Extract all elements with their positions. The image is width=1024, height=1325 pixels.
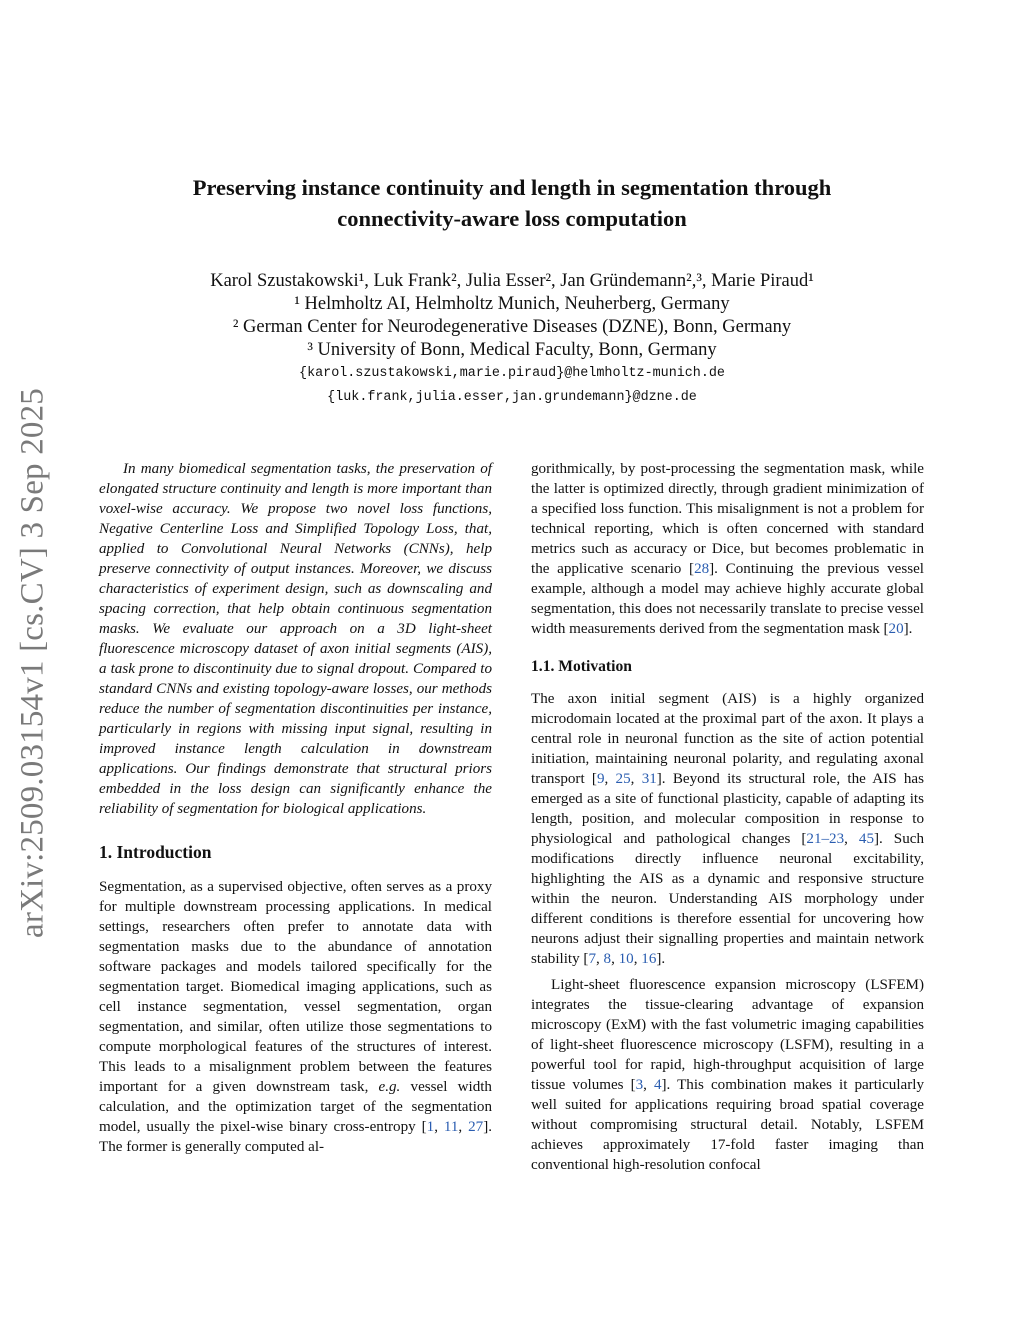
- motivation-paragraph-2: Light-sheet fluorescence expansion microscopy (LSFEM) integrates the tissue-clearing advantage of expansion microscopy (ExM) with the fast volumetric imaging capabilities of light-sheet fluorescence microscopy (LSFM), resulting in a powerful tool for rapid, high-throughput acquisition of large tissue volumes [3, 4]. This combination makes it particularly well suited for applications requiring broad spatial coverage without compromising structural detail. Notably, LSFEM achieves approximately 17-fold faster imaging than conventional high-resolution confocal: [531, 977, 925, 1173]
- citation-link[interactable]: 20: [888, 621, 904, 637]
- affiliation-2: ² German Center for Neurodegenerative Diseases (DZNE), Bonn, Germany: [232, 317, 792, 337]
- citation-link[interactable]: 31: [641, 771, 657, 787]
- citation-link[interactable]: 25: [615, 771, 631, 787]
- arxiv-sidebar: [8, 380, 58, 946]
- body-text: gorithmically, by post-processing the segmentation mask, while the latter is optimized directly, through gradient minimization of a specified loss function. This misalignment is not a problem for technical reporting, which is often concerned with standard metrics such as accuracy or Dice, but becomes problematic in the applicative scenario [: [531, 461, 924, 577]
- body-text: Light-sheet fluorescence expansion microscopy (LSFEM) integrates the tissue-clearing advantage of expansion microscopy (ExM) with the fast volumetric imaging capabilities of light-sheet fluorescence microscopy (LSFM), resulting in a powerful tool for rapid, high-throughput acquisition of large tissue volumes [: [531, 977, 924, 1093]
- citation-link[interactable]: 45: [858, 831, 874, 847]
- section-heading-introduction: 1. Introduction: [99, 842, 212, 862]
- citation-link[interactable]: 11: [443, 1119, 459, 1135]
- affiliation-1: ¹ Helmholtz AI, Helmholtz Munich, Neuherberg, Germany: [294, 294, 730, 314]
- body-text: ].: [656, 951, 666, 967]
- citation-link[interactable]: 16: [641, 951, 657, 967]
- citation-link[interactable]: 28: [694, 561, 710, 577]
- affiliation-3: ³ University of Bonn, Medical Faculty, Bonn, Germany: [307, 340, 717, 360]
- left-column: [99, 459, 492, 1157]
- citation-link[interactable]: 21–23: [806, 831, 845, 847]
- intro-continued-paragraph: [531, 459, 924, 639]
- title-line-2: connectivity-aware loss computation: [337, 206, 687, 231]
- intro-paragraph: Segmentation, as a supervised objective, often serves as a proxy for multiple downstream processing applications. In medical settings, researchers often prefer to annotate data with segmentation masks due to the abundance of annotation software packages and models tailored specifically for the segmentation target. Biomedical imaging applications, such as cell instance segmentation, vessel segmentation, organ segmentation, and similar, often utilize those segmentations to compute morphological features of the structures of interest. This leads to a misalignment problem between the features important for a given downstream task, e.g. vessel width calculation, and the optimization target of the segmentation model, usually the pixel-wise binary cross-entropy [1, 11, 27]. The former is generally computed al-: [99, 879, 493, 1155]
- citation-link[interactable]: 4: [653, 1077, 662, 1093]
- body-text: ]. Such modifications directly influence neuronal excitability, highlighting the AIS as a dynamic and responsive structure within the neuron. Understanding AIS morphology under different conditions is therefore essential for uncovering how neurons adjust their signalling properties and maintain network stability [: [531, 831, 924, 967]
- author-list: Karol Szustakowski¹, Luk Frank², Julia Esser², Jan Gründemann²,³, Marie Piraud¹: [210, 271, 814, 291]
- paper-title: [100, 172, 924, 234]
- body-text: ]. This combination makes it particularly well suited for applications requiring broad spatial coverage without compromising structural detail. Notably, LSFEM achieves approximately 17-fold faster imaging than conventional high-resolution confocal: [531, 1077, 925, 1173]
- email-line-2: {luk.frank,julia.esser,jan.grundemann}@dzne.de: [327, 390, 697, 405]
- body-text: ]. Beyond its structural role, the AIS has emerged as a site of functional plasticity, capable of adapting its length, position, and molecular composition in response to physiological and pathological changes [: [531, 771, 924, 847]
- intro-text-a: Segmentation, as a supervised objective, often serves as a proxy for multiple downstream processing applications. In medical settings, researchers often prefer to annotate data with segmentation masks due to the abundance of annotation software packages and models tailored specifically for the segmentation target. Biomedical imaging applications, such as cell instance segmentation, vessel segmentation, organ segmentation, and similar, often utilize those segmentations to compute morphological features of the structures of interest. This leads to a misalignment problem between the features important for a given downstream task,: [99, 879, 492, 1095]
- body-text: The axon initial segment (AIS) is a highly organized microdomain located at the proximal part of the axon. It plays a central role in neuronal function as the site of action potential initiation, maintaining neuronal polarity, and regulating axonal transport [: [531, 691, 924, 787]
- body-text: ].: [903, 621, 913, 637]
- author-block: [100, 270, 924, 410]
- citation-link[interactable]: 9: [596, 771, 605, 787]
- arxiv-identifier: arXiv:2509.03154v1 [cs.CV] 3 Sep 2025: [14, 387, 51, 939]
- citation-link[interactable]: 1: [426, 1119, 435, 1135]
- eg-abbrev: e.g.: [378, 1079, 401, 1095]
- intro-text-b: vessel width calculation, and the optimization target of the segmentation model, usually the pixel-wise binary cross-entropy [: [99, 1079, 492, 1135]
- citation-link[interactable]: 10: [618, 951, 634, 967]
- motivation-paragraph-1: The axon initial segment (AIS) is a highly organized microdomain located at the proximal part of the axon. It plays a central role in neuronal function as the site of action potential initiation, maintaining neuronal polarity, and regulating axonal transport [9, 25, 31]. Beyond its structural role, the AIS has emerged as a site of functional plasticity, capable of adapting its length, position, and molecular composition in response to physiological and pathological changes [21–23, 45]. Such modifications directly influence neuronal excitability, highlighting the AIS as a dynamic and responsive structure within the neuron. Understanding AIS morphology under different conditions is therefore essential for uncovering how neurons adjust their signalling properties and maintain network stability [7, 8, 10, 16].: [531, 691, 924, 967]
- intro-text-c: ]. The former is generally computed al-: [99, 1119, 493, 1155]
- abstract: In many biomedical segmentation tasks, the preservation of elongated structure continuity and length is more important than voxel-wise accuracy. We propose two novel loss functions, Negative Centerline Loss and Simplified Topology Loss, that, applied to Convolutional Neural Networks (CNNs), help preserve connectivity of output instances. Moreover, we discuss characteristics of experiment design, such as downscaling and spacing correction, that help obtain continuous segmentation masks. We evaluate our approach on a 3D light-sheet fluorescence microscopy dataset of axon initial segments (AIS), a task prone to discontinuity due to signal dropout. Compared to standard CNNs and existing topology-aware losses, our methods reduce the number of segmentation discontinuities per instance, particularly in regions with missing input signal, resulting in improved instance length calculation in downstream applications. Our findings demonstrate that structural priors embedded in the loss design can significantly enhance the reliability of segmentation for biological applications.: [99, 461, 492, 817]
- email-line-1: {karol.szustakowski,marie.piraud}@helmholtz-munich.de: [299, 366, 725, 381]
- right-column: [531, 459, 924, 1175]
- title-line-1: Preserving instance continuity and length in segmentation through: [192, 175, 832, 200]
- citation-link[interactable]: 27: [468, 1119, 484, 1135]
- citation-link[interactable]: 7: [588, 951, 596, 967]
- citation-link[interactable]: 3: [635, 1077, 644, 1093]
- section-heading-motivation: 1.1. Motivation: [531, 658, 632, 675]
- citation-link[interactable]: 8: [603, 951, 612, 967]
- body-text: ]. Continuing the previous vessel example, although a model may achieve highly accurate global segmentation, this does not necessarily translate to precise vessel width measurements derived from the segmentation mask [: [531, 561, 924, 637]
